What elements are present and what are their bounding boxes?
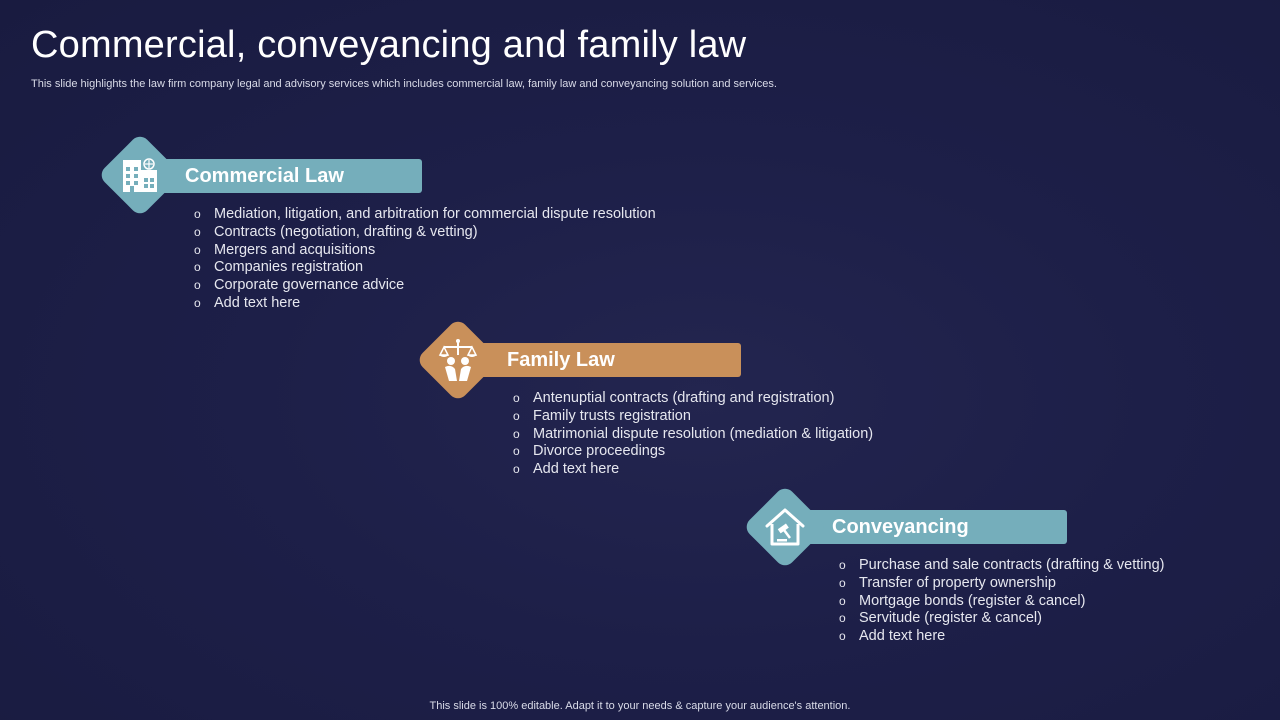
list-item: o Contracts (negotiation, drafting & vetting) — [194, 223, 478, 240]
list-item: o Mortgage bonds (register & cancel) — [839, 592, 1086, 609]
section-item-list — [194, 206, 656, 313]
list-item: o Matrimonial dispute resolution (mediation & litigation) — [513, 425, 874, 442]
section-heading: Commercial Law — [185, 165, 344, 187]
list-item: o Companies registration — [194, 259, 364, 276]
slide-subtitle: This slide highlights the law firm company legal and advisory services which includes commercial law, family law and conveyancing solution and services. — [31, 78, 777, 90]
section-item-list — [839, 557, 1164, 646]
list-item: o Corporate governance advice — [194, 277, 405, 294]
section-item-list — [513, 390, 873, 479]
office-building-icon — [115, 150, 165, 200]
family-scales-icon — [433, 335, 483, 385]
list-item: o Add text here — [839, 628, 946, 645]
list-item: o Divorce proceedings — [513, 443, 666, 460]
list-item: o Family trusts registration — [513, 407, 691, 424]
list-item: o Mergers and acquisitions — [194, 241, 376, 258]
section-heading: Conveyancing — [832, 516, 969, 538]
section-heading: Family Law — [507, 349, 615, 371]
slide-title: Commercial, conveyancing and family law — [31, 24, 747, 66]
list-item: o Servitude (register & cancel) — [839, 610, 1042, 627]
list-item: o Purchase and sale contracts (drafting & vetting) — [839, 557, 1165, 573]
list-item: o Add text here — [194, 294, 301, 311]
list-item: o Transfer of property ownership — [839, 574, 1056, 591]
list-item: o Add text here — [513, 461, 620, 478]
house-gavel-icon — [760, 502, 810, 552]
slide-footer: This slide is 100% editable. Adapt it to your needs & capture your audience's attention. — [429, 700, 851, 712]
list-item: o Antenuptial contracts (drafting and registration) — [513, 390, 835, 406]
list-item: o Mediation, litigation, and arbitration for commercial dispute resolution — [194, 206, 656, 222]
